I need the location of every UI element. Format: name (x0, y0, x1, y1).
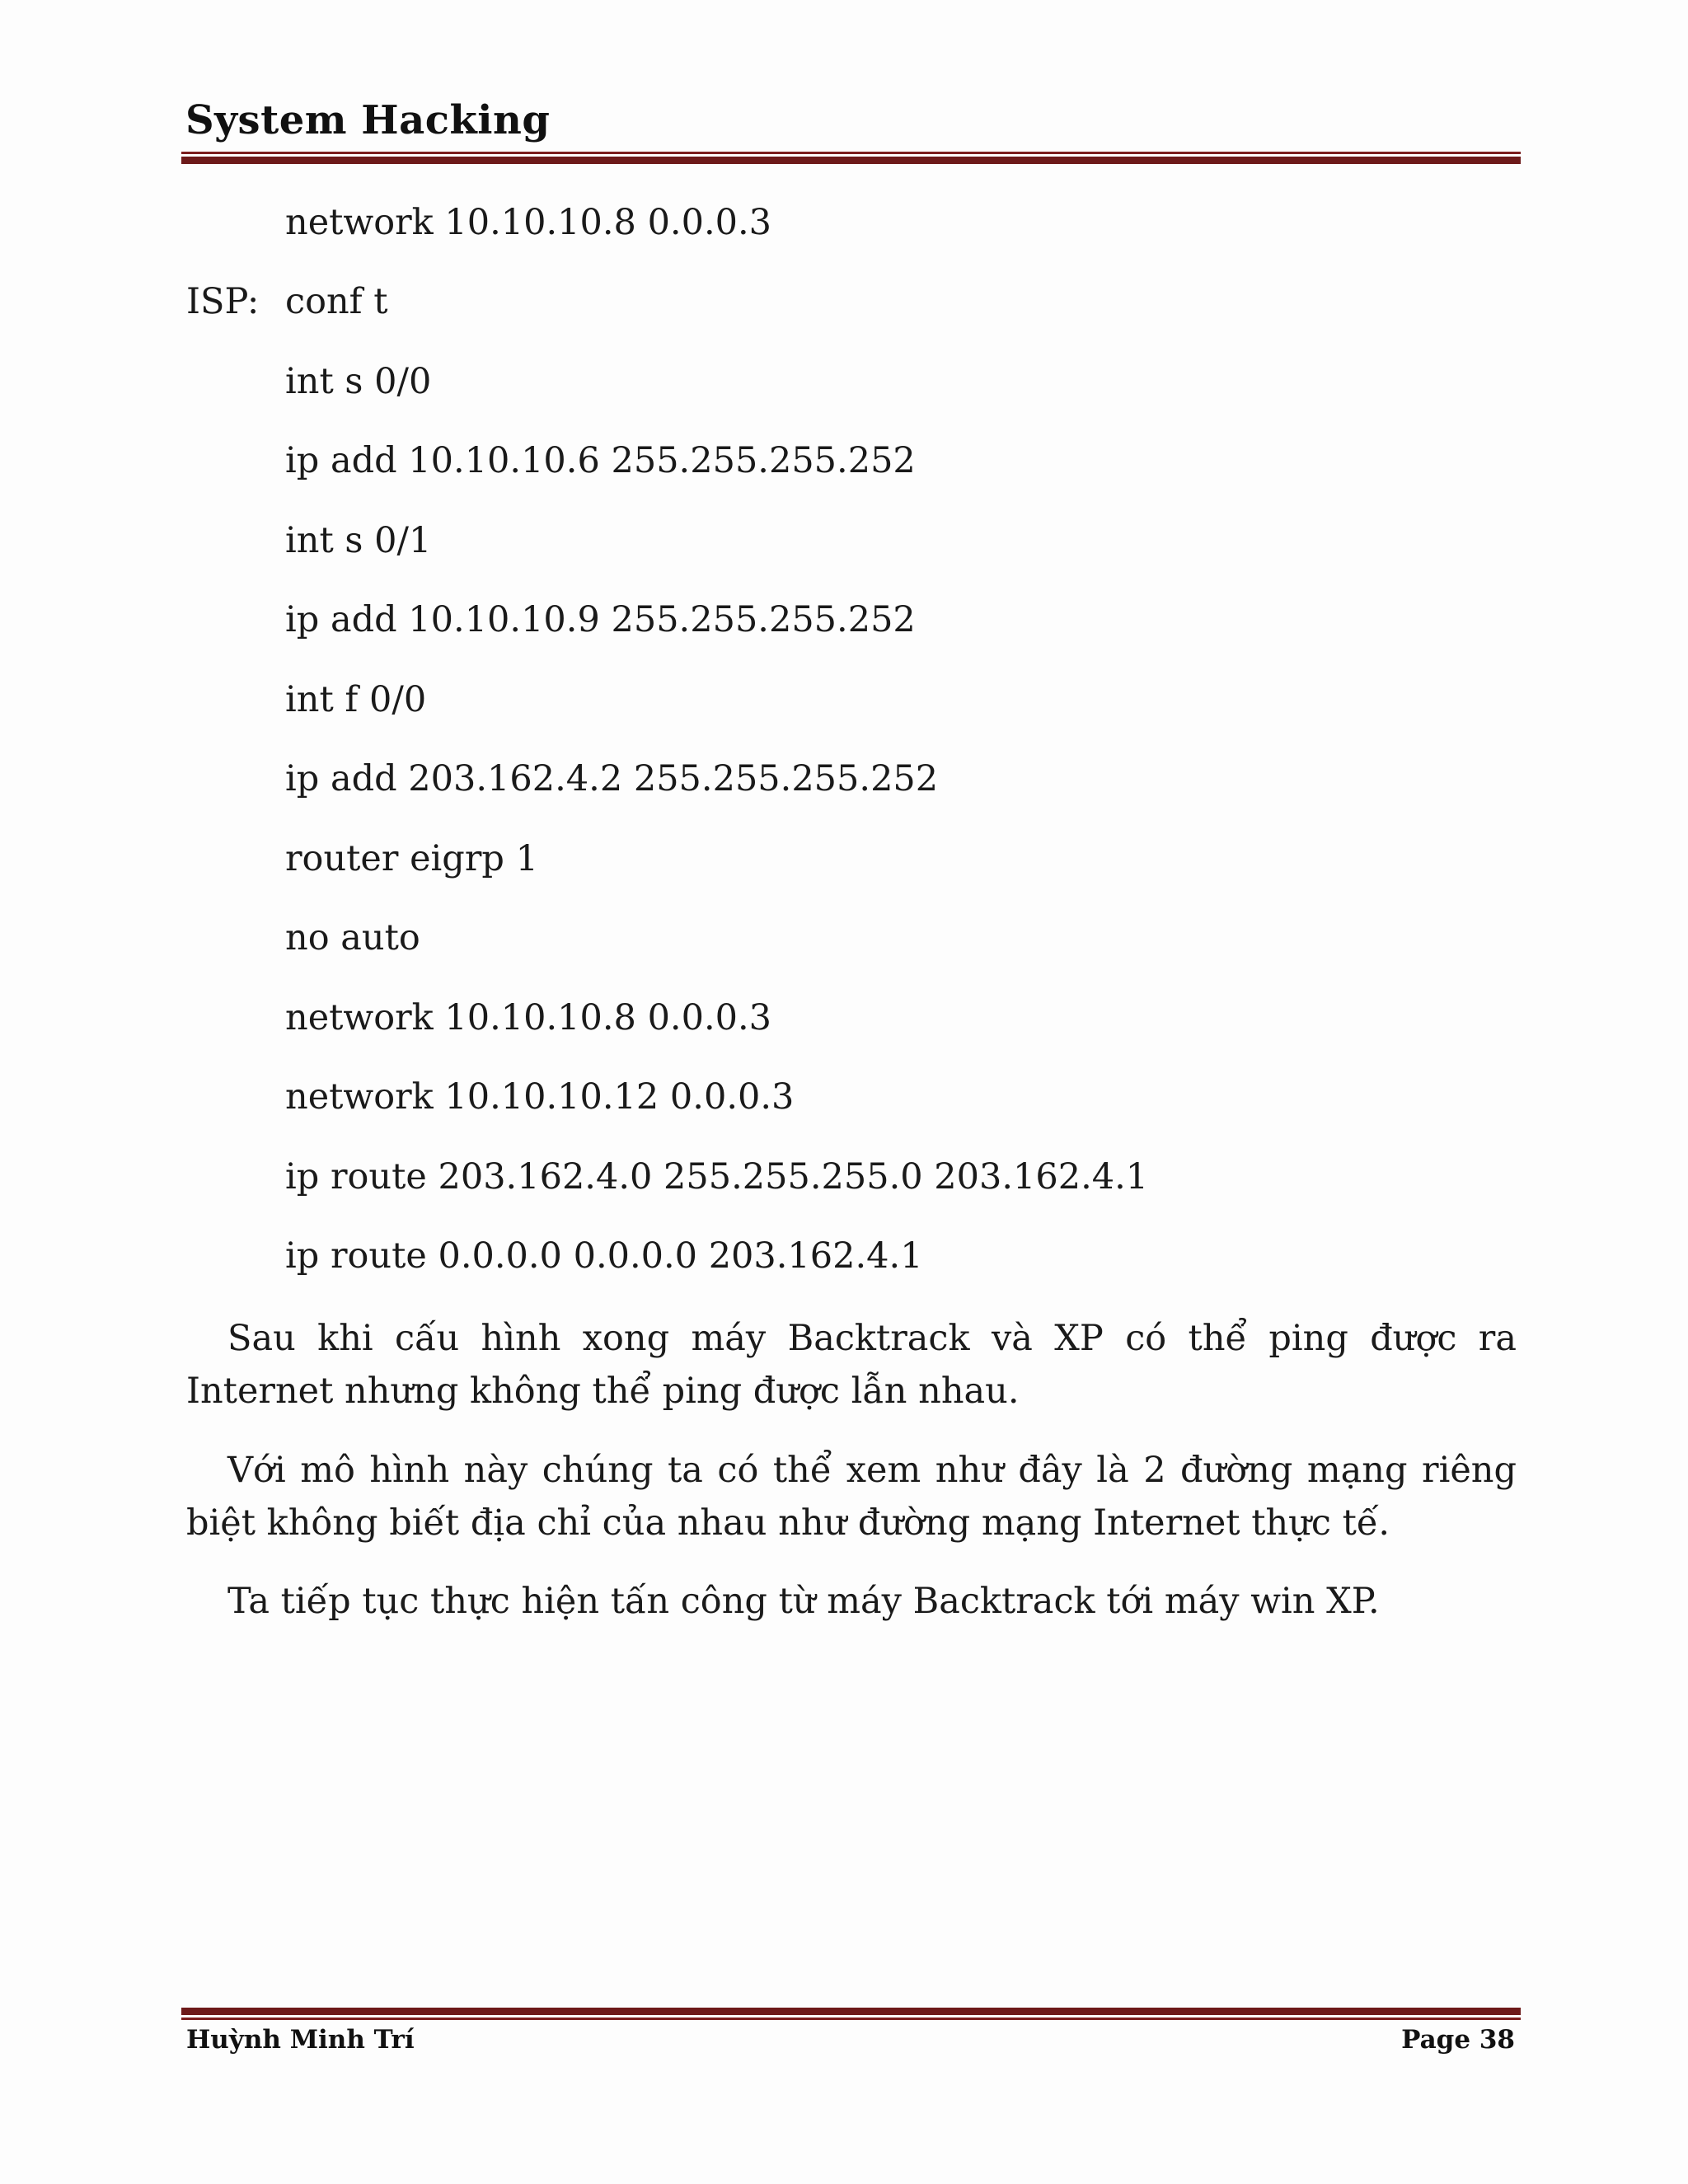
code-line: ip add 10.10.10.9 255.255.255.252 (285, 599, 916, 640)
footer-author: Huỳnh Minh Trí (186, 2025, 415, 2055)
body-paragraph: Sau khi cấu hình xong máy Backtrack và XP có thể ping được ra Internet nhưng không thể ping được lẫn nhau. (186, 1318, 1517, 1412)
code-line: router eigrp 1 (285, 838, 538, 879)
header-rule-thin (181, 152, 1521, 154)
header-rule-thick (181, 157, 1521, 164)
page-header-title: System Hacking (185, 97, 551, 143)
footer-rule-thick (181, 2008, 1521, 2015)
isp-label: ISP: (186, 281, 260, 322)
code-line: int s 0/0 (285, 361, 432, 402)
code-line: network 10.10.10.8 0.0.0.3 (285, 997, 772, 1038)
footer-rule-thin (181, 2018, 1521, 2020)
code-line: int s 0/1 (285, 520, 432, 561)
code-line: ip add 10.10.10.6 255.255.255.252 (285, 440, 916, 481)
code-line: ip route 0.0.0.0 0.0.0.0 203.162.4.1 (285, 1235, 923, 1277)
code-line: network 10.10.10.12 0.0.0.3 (285, 1076, 795, 1118)
code-line: conf t (285, 281, 388, 322)
code-line: network 10.10.10.8 0.0.0.3 (285, 202, 772, 243)
footer-page-number: Page 38 (1401, 2025, 1515, 2055)
code-line: ip add 203.162.4.2 255.255.255.252 (285, 758, 939, 799)
code-line: ip route 203.162.4.0 255.255.255.0 203.162.4.1 (285, 1156, 1149, 1197)
body-paragraph: Với mô hình này chúng ta có thể xem như đây là 2 đường mạng riêng biệt không biết địa chỉ của nhau như đường mạng Internet thực tế. (186, 1450, 1517, 1544)
code-line: no auto (285, 917, 420, 958)
body-paragraph: Ta tiếp tục thực hiện tấn công từ máy Backtrack tới máy win XP. (227, 1581, 1380, 1622)
code-line: int f 0/0 (285, 679, 427, 720)
